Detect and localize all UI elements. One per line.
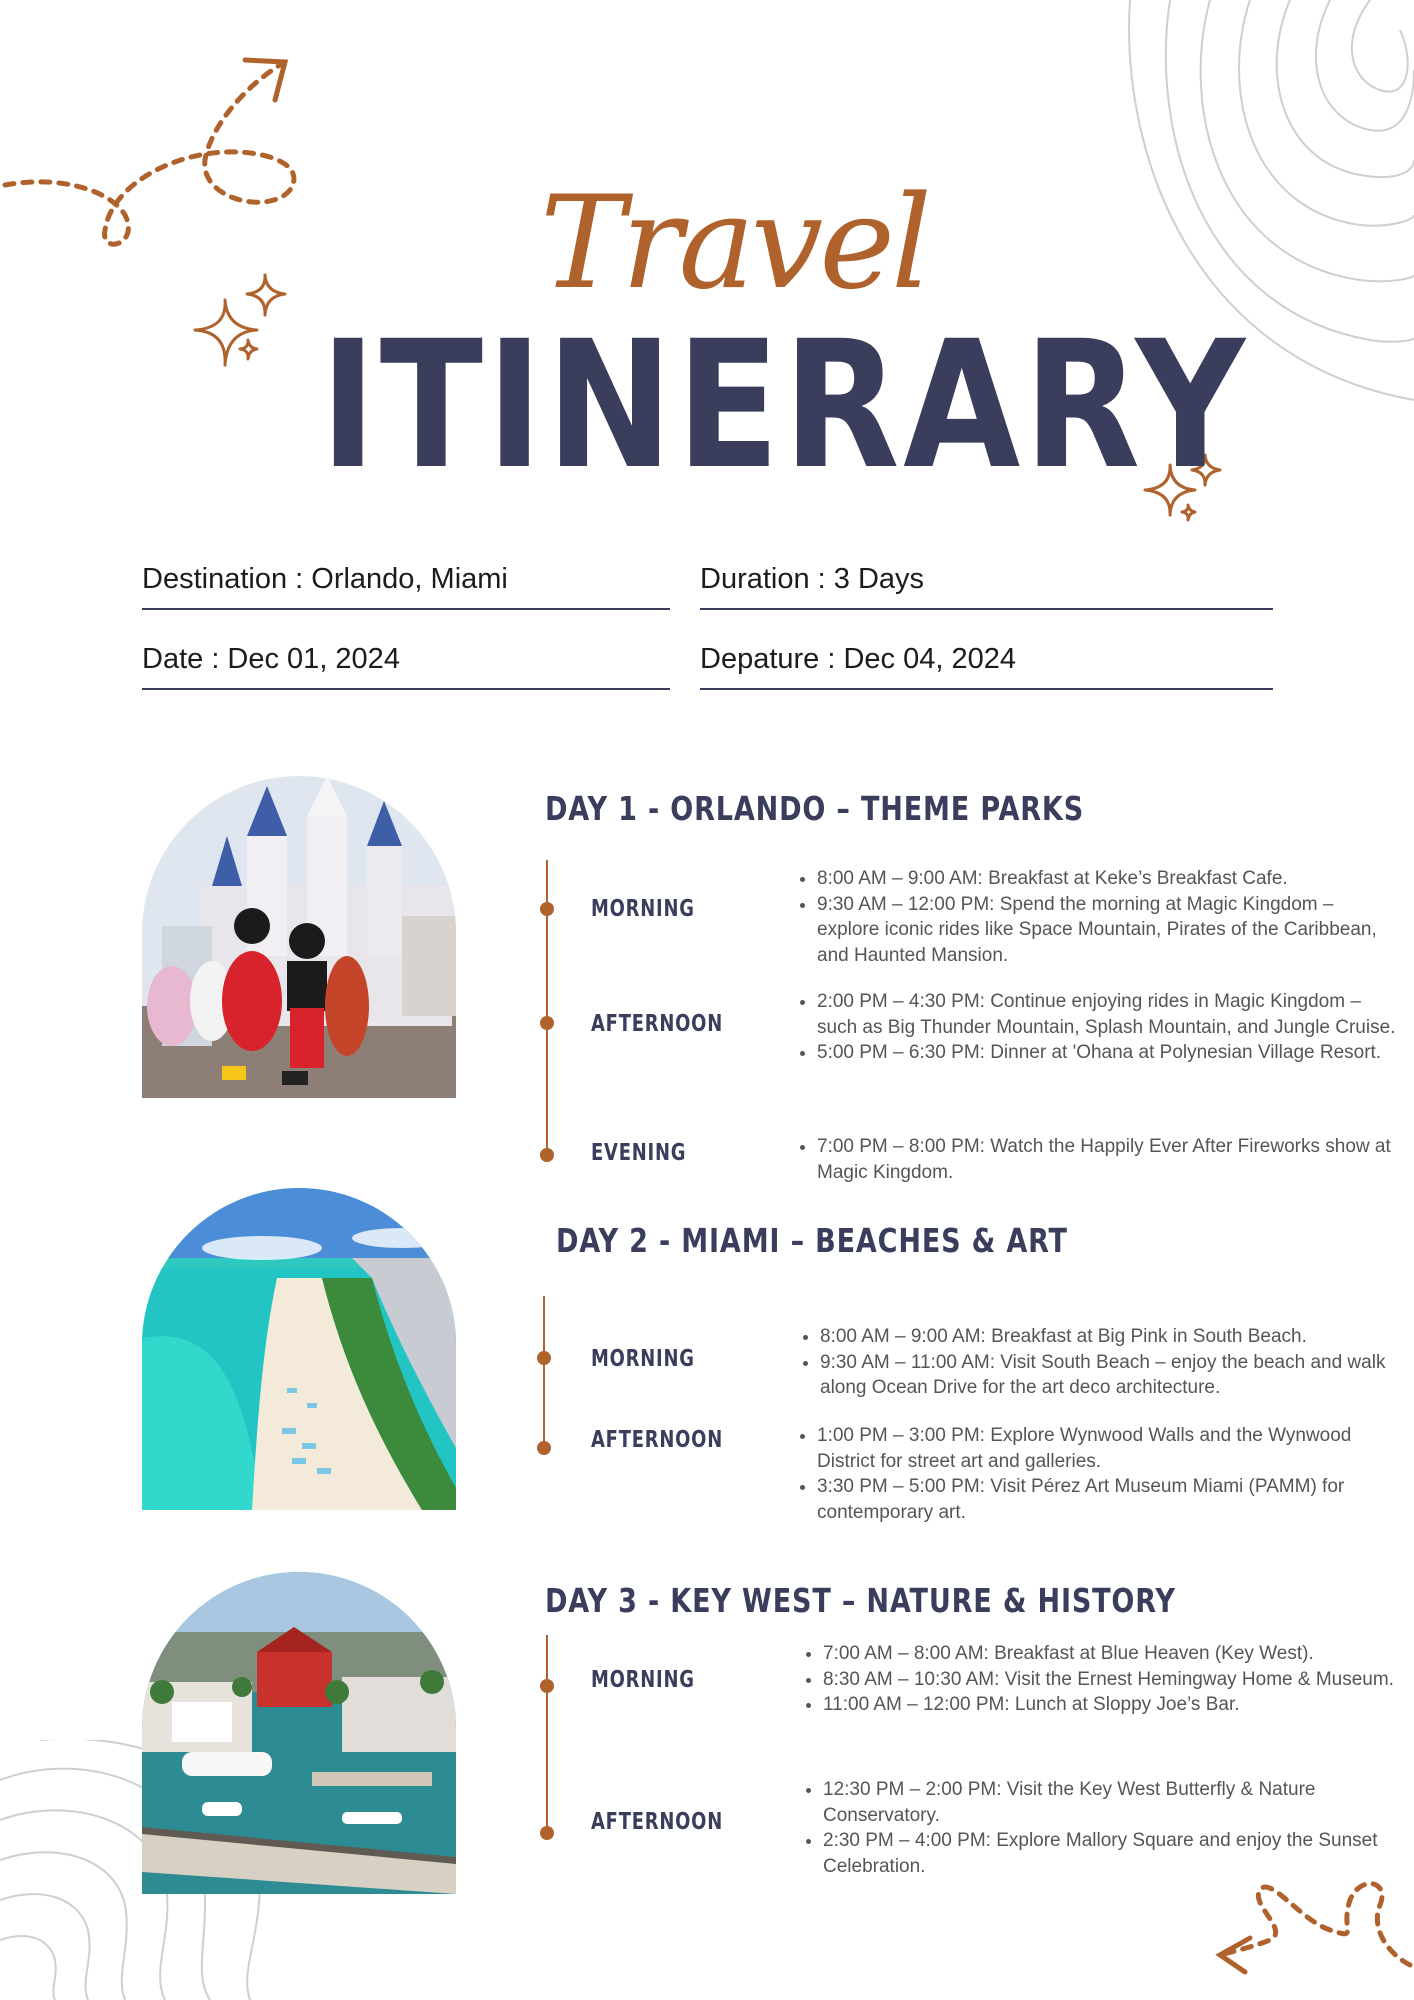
activity-list [794,1324,1410,1401]
main-title: ITINERARY [320,303,1249,508]
timeline-dot [540,902,554,916]
activity-item: • 2:30 PM – 4:00 PM: Explore Mallory Square and enjoy the Sunset Celebration. [823,1828,1403,1879]
activity-item: • 9:30 AM – 12:00 PM: Spend the morning at Magic Kingdom – explore iconic rides like Space Mountain, Pirates of the Caribbean, and Haunted Mansion. [817,892,1397,969]
period-label: MORNING [591,1667,695,1693]
timeline-dot [537,1441,551,1455]
day-2-heading: DAY 2 - MIAMI – BEACHES & ART [556,1221,1068,1260]
timeline-dot [540,1679,554,1693]
date-field: Date : Dec 01, 2024 [142,643,670,690]
castle-photo [142,776,456,1098]
activity-list [791,1134,1397,1185]
activity-item: • 7:00 AM – 8:00 AM: Breakfast at Blue Heaven (Key West). [823,1641,1403,1667]
harbor-photo [142,1572,456,1894]
activity-list [791,989,1397,1066]
activity-item: • 1:00 PM – 3:00 PM: Explore Wynwood Walls and the Wynwood District for street art and galleries. [817,1423,1407,1474]
activity-item: • 2:00 PM – 4:30 PM: Continue enjoying rides in Magic Kingdom – such as Big Thunder Mountain, Splash Mountain, and Jungle Cruise. [817,989,1397,1040]
activity-item: • 9:30 AM – 11:00 AM: Visit South Beach – enjoy the beach and walk along Ocean Drive for the art deco architecture. [820,1350,1410,1401]
timeline-dot [540,1826,554,1840]
activity-item: • 11:00 AM – 12:00 PM: Lunch at Sloppy Joe’s Bar. [823,1692,1403,1718]
period-label: MORNING [591,896,695,922]
activity-item: • 8:00 AM – 9:00 AM: Breakfast at Keke’s Breakfast Cafe. [817,866,1397,892]
duration-field: Duration : 3 Days [700,563,1273,610]
activity-item: • 12:30 PM – 2:00 PM: Visit the Key West Butterfly & Nature Conservatory. [823,1777,1403,1828]
activity-list [797,1641,1403,1718]
destination-field: Destination : Orlando, Miami [142,563,670,610]
activity-item: • 8:00 AM – 9:00 AM: Breakfast at Big Pink in South Beach. [820,1324,1410,1350]
period-label: AFTERNOON [591,1427,724,1453]
activity-item: • 5:00 PM – 6:30 PM: Dinner at 'Ohana at Polynesian Village Resort. [817,1040,1397,1066]
timeline-dot [540,1016,554,1030]
departure-field: Depature : Dec 04, 2024 [700,643,1273,690]
period-label: EVENING [591,1140,687,1166]
timeline-dot [540,1148,554,1162]
sparkle-icon [185,270,295,380]
script-title: Travel [540,169,928,318]
day-1-heading: DAY 1 - ORLANDO – THEME PARKS [545,789,1085,828]
dashed-arrow-icon [0,50,310,260]
beach-photo [142,1188,456,1510]
activity-item: • 8:30 AM – 10:30 AM: Visit the Ernest Hemingway Home & Museum. [823,1667,1403,1693]
activity-item: • 7:00 PM – 8:00 PM: Watch the Happily Ever After Fireworks show at Magic Kingdom. [817,1134,1397,1185]
day-3-heading: DAY 3 - KEY WEST – NATURE & HISTORY [545,1581,1176,1620]
activity-list [791,1423,1407,1525]
period-label: MORNING [591,1346,695,1372]
activity-list [791,866,1397,968]
day-2-timeline [543,1296,545,1448]
day-3-timeline [546,1635,548,1835]
timeline-dot [537,1351,551,1365]
period-label: AFTERNOON [591,1809,724,1835]
period-label: AFTERNOON [591,1011,724,1037]
activity-item: • 3:30 PM – 5:00 PM: Visit Pérez Art Museum Miami (PAMM) for contemporary art. [817,1474,1407,1525]
activity-list [797,1777,1403,1879]
